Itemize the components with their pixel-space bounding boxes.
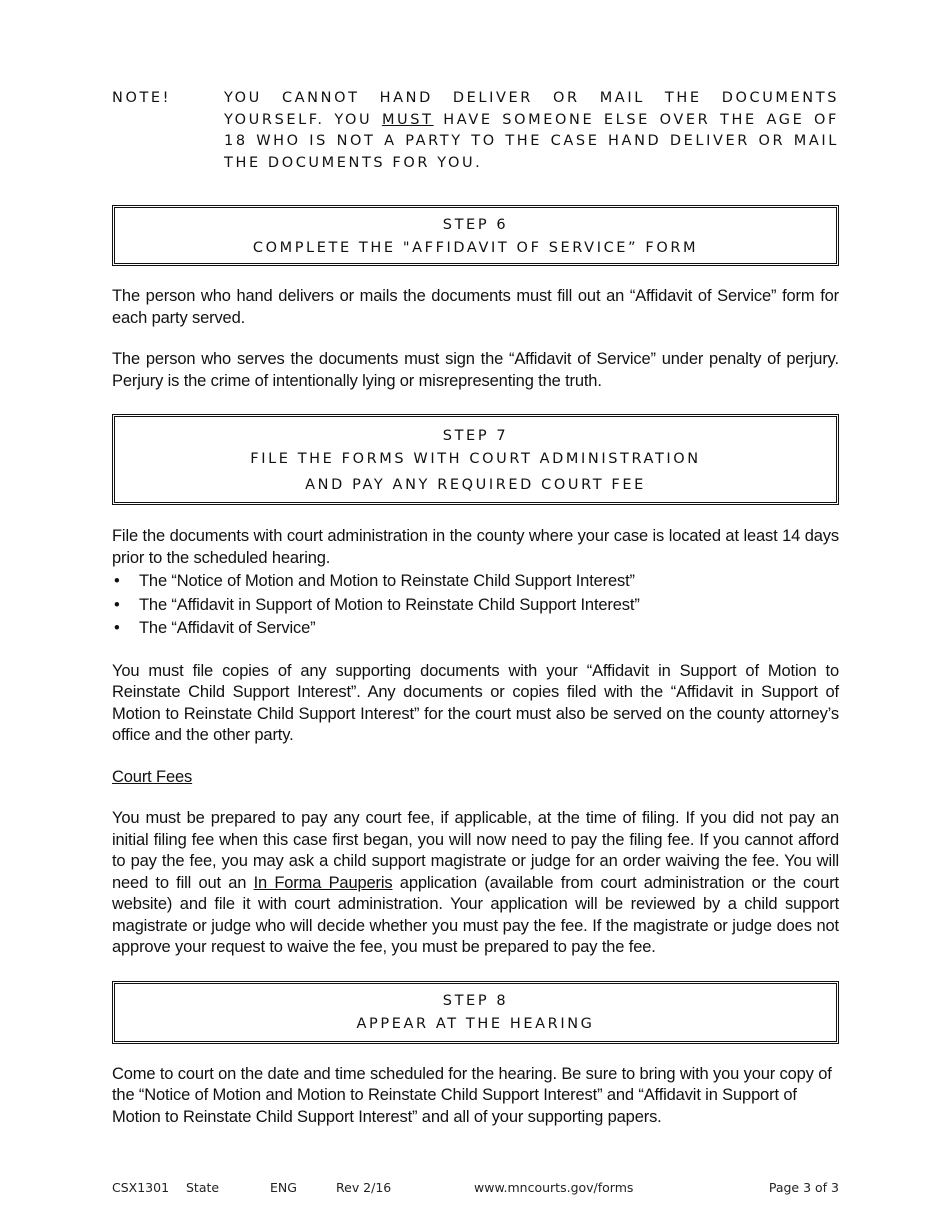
footer-jurisdiction: State bbox=[186, 1180, 220, 1195]
fees-text-after: application (available from court administration or the court website) and file it with court administration. Your application will be reviewed by a child support magistrate or judge who will decide whether you must pay the fee. If the magistrate or judge does not approve your request to waive the fee, you must be prepared to pay the fee. bbox=[112, 873, 839, 956]
fees-text-before: You must be prepared to pay any court fee, if applicable, at the time of filing. If you did not pay an initial filing fee when this case first began, you will now need to pay the filing fee. If you cannot afford to pay the fee, you may ask a child support magistrate or judge for an order waiving the fee. You will need to fill out an bbox=[112, 809, 839, 892]
step8-header-box bbox=[112, 981, 839, 1044]
note-emphasis: MUST bbox=[381, 111, 434, 128]
step7-title-line1: FILE THE FORMS WITH COURT ADMINISTRATION bbox=[250, 451, 701, 467]
step6-paragraph-2: The person who serves the documents must sign the “Affidavit of Service” under penalty of perjury. Perjury is the crime of intentionally lying or misrepresenting the truth. bbox=[112, 350, 839, 390]
step6-label: STEP 6 bbox=[442, 217, 509, 233]
step8-paragraph: Come to court on the date and time scheduled for the hearing. Be sure to bring with you your copy of the “Notice of Motion and Motion to Reinstate Child Support Interest” and “Affidavit in Support of Motion to Reinstate Child Support Interest” and all of your supporting papers. bbox=[112, 1064, 832, 1126]
in-forma-pauperis-term: In Forma Pauperis bbox=[253, 873, 393, 892]
list-item: • The “Affidavit in Support of Motion to Reinstate Child Support Interest” bbox=[112, 595, 839, 617]
page-footer bbox=[112, 1180, 839, 1196]
court-fees-paragraph bbox=[112, 808, 839, 959]
step6-paragraph-1: The person who hand delivers or mails the documents must fill out an “Affidavit of Service” form for each party served. bbox=[112, 287, 839, 327]
court-fees-heading: Court Fees bbox=[112, 767, 193, 786]
step8-title: APPEAR AT THE HEARING bbox=[356, 1015, 595, 1032]
step7-label: STEP 7 bbox=[442, 428, 509, 444]
step7-copies-paragraph: You must file copies of any supporting documents with your “Affidavit in Support of Motion to Reinstate Child Support Interest”. Any documents or copies filed with the “Affidavit in Support of Motion to Reinstate Child Support Interest” for the court must also be served on the county attorney’s office and the other party. bbox=[112, 661, 839, 744]
footer-revision: Rev 2/16 bbox=[336, 1180, 392, 1195]
note-label: NOTE! bbox=[112, 90, 172, 106]
document-page bbox=[112, 88, 839, 1128]
footer-form-id: CSX1301 bbox=[112, 1180, 170, 1195]
list-item: • The “Notice of Motion and Motion to Reinstate Child Support Interest” bbox=[112, 571, 839, 593]
step6-header-box bbox=[112, 205, 839, 266]
list-item: • The “Affidavit of Service” bbox=[112, 618, 839, 640]
note-block bbox=[112, 88, 839, 174]
filing-documents-list bbox=[112, 571, 839, 640]
footer-website: www.mncourts.gov/forms bbox=[474, 1180, 634, 1195]
footer-language: ENG bbox=[270, 1180, 297, 1195]
note-text-after: HAVE SOMEONE ELSE OVER THE AGE OF 18 WHO IS NOT A PARTY TO THE CASE HAND DELIVER OR MAIL THE DOCUMENTS FOR YOU. bbox=[224, 111, 839, 171]
note-text-before: YOU CANNOT HAND DELIVER OR MAIL THE DOCUMENTS YOURSELF. YOU bbox=[224, 90, 839, 128]
step7-intro: File the documents with court administration in the county where your case is located at least 14 days prior to the scheduled hearing. bbox=[112, 527, 839, 567]
footer-page-number: Page 3 of 3 bbox=[768, 1180, 839, 1195]
step7-title-line2: AND PAY ANY REQUIRED COURT FEE bbox=[305, 477, 646, 493]
step6-title: COMPLETE THE "AFFIDAVIT OF SERVICE” FORM bbox=[252, 240, 699, 256]
step8-label: STEP 8 bbox=[442, 992, 509, 1009]
step7-header-box bbox=[112, 414, 839, 505]
note-text bbox=[224, 88, 839, 174]
